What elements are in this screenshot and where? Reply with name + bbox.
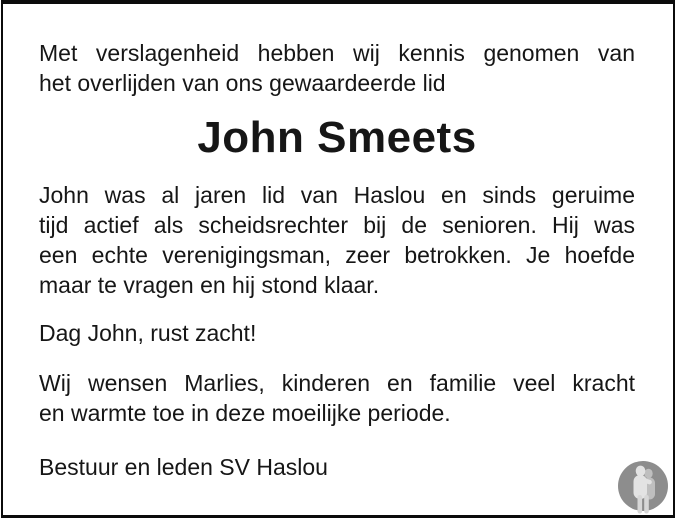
notice-content: [3, 4, 673, 515]
signature-line: [39, 452, 635, 482]
figure-back-head: [644, 469, 652, 479]
signature-text: Bestuur en leden SV Haslou: [39, 454, 328, 480]
figure-leg-right: [644, 495, 649, 514]
memorial-figures-icon: [617, 460, 669, 514]
memorial-logo: [617, 460, 669, 514]
figure-leg-left: [638, 495, 643, 514]
condolence-line-2: en warmte toe in deze moeilijke periode.: [39, 400, 451, 426]
tribute-line-2: tijd actief als scheidsrechter bij de senioren. Hij was: [39, 212, 635, 238]
tribute-line-4: maar te vragen en hij stond klaar.: [39, 272, 380, 298]
deceased-name: John Smeets: [197, 113, 477, 162]
tribute-line-1: John was al jaren lid van Haslou en sinds geruime: [39, 182, 635, 208]
condolence-paragraph: [39, 368, 635, 428]
farewell-text: Dag John, rust zacht!: [39, 320, 257, 346]
tribute-line-3: een echte verenigingsman, zeer betrokken. Je hoefde: [39, 242, 635, 268]
tribute-paragraph: [39, 180, 635, 300]
figure-front-head: [636, 466, 646, 477]
intro-paragraph: [39, 38, 635, 98]
intro-line-2: het overlijden van ons gewaardeerde lid: [39, 70, 446, 96]
farewell-line: [39, 318, 635, 348]
condolence-line-1: Wij wensen Marlies, kinderen en familie veel kracht: [39, 370, 635, 396]
intro-line-1: Met verslagenheid hebben wij kennis genomen van: [39, 40, 635, 66]
